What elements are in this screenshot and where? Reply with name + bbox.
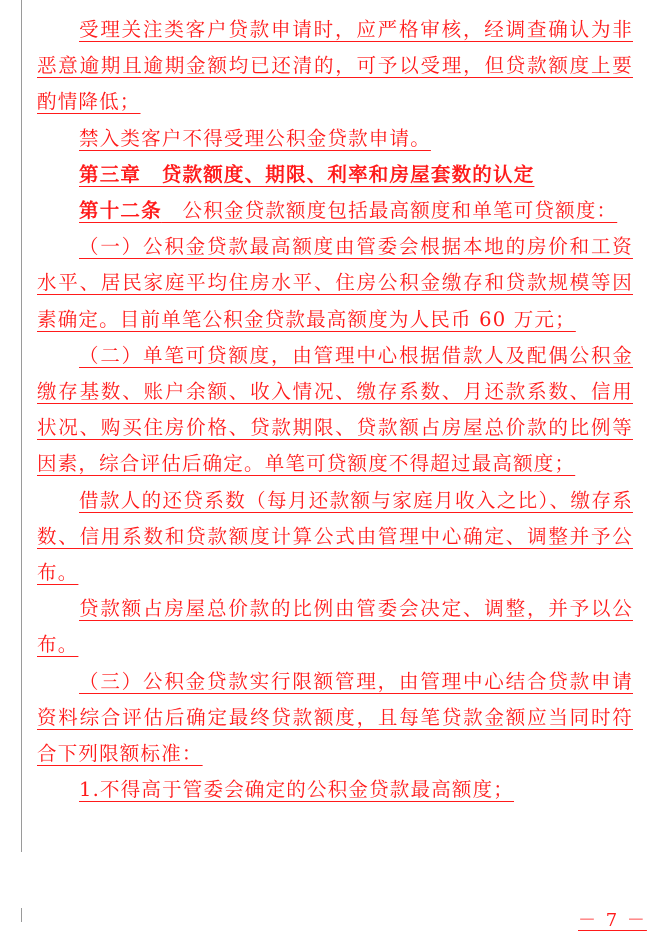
article-12-label: 第十二条	[79, 199, 162, 223]
page-number: － 7 －	[578, 910, 647, 931]
article-12	[37, 193, 633, 229]
item-1-max-amount: （一）公积金贷款最高额度由管委会根据本地的房价和工资水平、居民家庭平均住房水平、住房公积金缴存和贷款规模等因素确定。目前单笔公积金贷款最高额度为人民币 60 万元；	[37, 235, 633, 331]
paragraph-attention-customers: 受理关注类客户贷款申请时，应严格审核，经调查确认为非恶意逾期且逾期金额均已还清的，可予以受理，但贷款额度上要酌情降低；	[37, 18, 633, 114]
revision-margin-tick	[21, 908, 22, 922]
paragraph-loan-ratio: 贷款额占房屋总价款的比例由管委会决定、调整，并予以公布。	[37, 597, 633, 657]
sub-item-1: 1.不得高于管委会确定的公积金贷款最高额度；	[79, 778, 515, 802]
paragraph-repayment-coefficient: 借款人的还贷系数（每月还款额与家庭月收入之比）、缴存系数、信用系数和贷款额度计算公式由管理中心确定、调整并予公布。	[37, 488, 633, 585]
paragraph-banned-customers: 禁入类客户不得受理公积金贷款申请。	[79, 126, 431, 150]
revision-margin-bar	[21, 0, 22, 852]
item-3-limit-management: （三）公积金贷款实行限额管理，由管理中心结合贷款申请资料综合评估后确定最终贷款额度，且每笔贷款金额应当同时符合下列限额标准：	[37, 669, 633, 766]
chapter-title: 第三章 贷款额度、期限、利率和房屋套数的认定	[79, 162, 535, 186]
item-2-single-amount: （二）单笔可贷额度，由管理中心根据借款人及配偶公积金缴存基数、账户余额、收入情况、缴存系数、月还款系数、信用状况、购买住房价格、贷款期限、贷款额占房屋总价款的比例等因素，综合评估后确定。单笔可贷额度不得超过最高额度；	[37, 343, 633, 476]
article-12-text: 公积金贷款额度包括最高额度和单笔可贷额度：	[161, 199, 618, 223]
document-body	[37, 12, 633, 808]
